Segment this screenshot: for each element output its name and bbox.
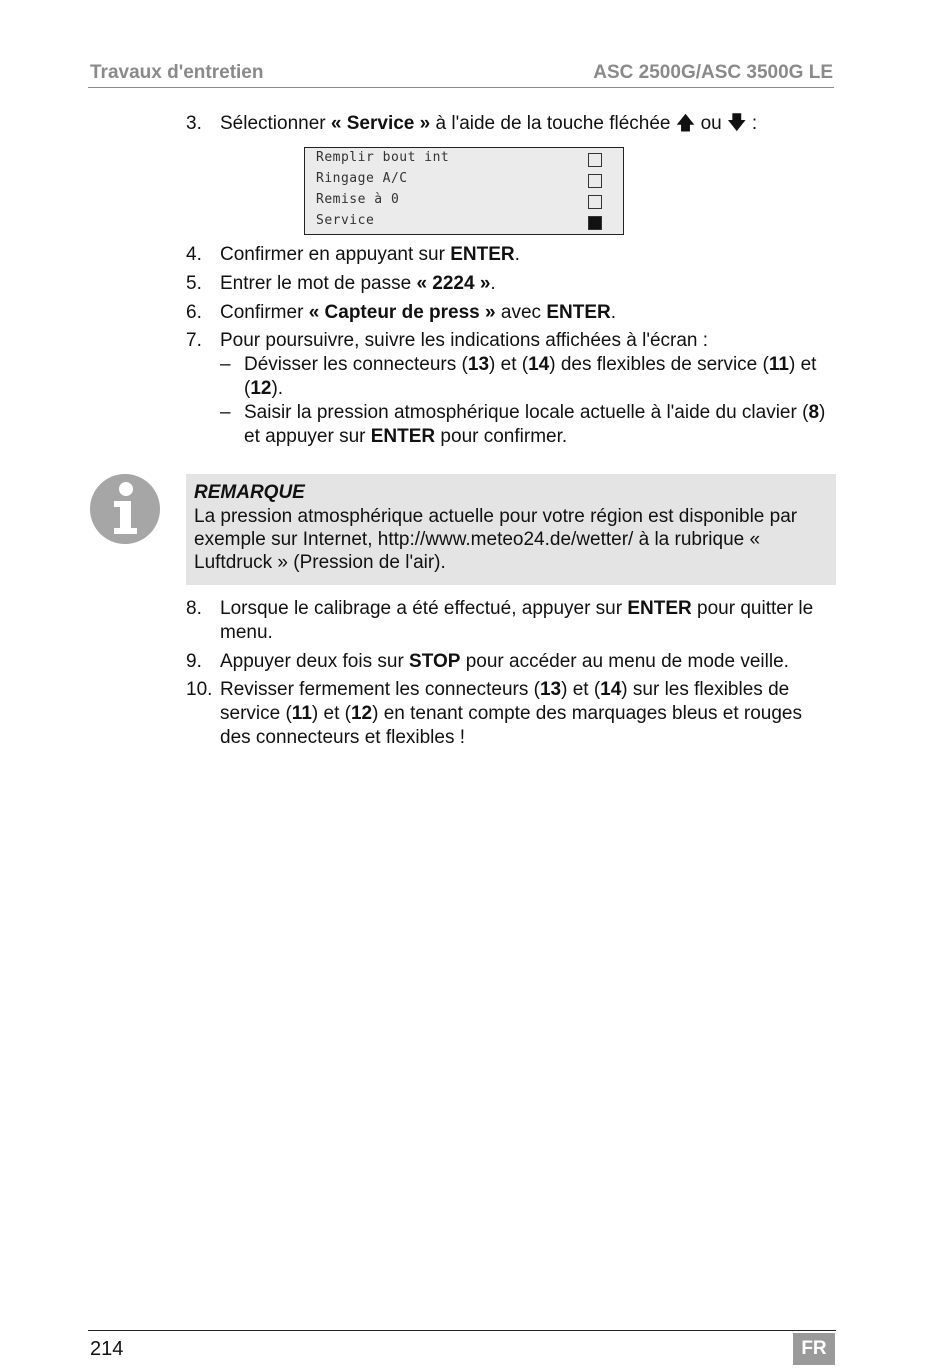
step-7 <box>186 329 836 353</box>
step-number: 8. <box>186 598 202 619</box>
step-5 <box>186 272 836 296</box>
language-badge: FR <box>793 1333 835 1365</box>
lcd-item-label: Ringage A/C <box>316 171 408 186</box>
lcd-checkbox <box>588 195 602 209</box>
step-6 <box>186 301 836 325</box>
page-number: 214 <box>90 1338 124 1360</box>
header-divider <box>88 87 834 88</box>
step-number: 7. <box>186 330 202 351</box>
dash-bullet: – <box>220 402 231 423</box>
remark-box <box>186 474 836 585</box>
lcd-item-label: Remise à 0 <box>316 192 400 207</box>
lcd-item-label: Service <box>316 213 375 228</box>
step-text: Lorsque le calibrage a été effectué, appuyer sur ENTER pour quitter le menu. <box>220 598 814 643</box>
step-7-subitem <box>220 353 840 401</box>
subitem-text: Dévisser les connecteurs (13) et (14) des flexibles de service (11) et (12). <box>244 354 817 399</box>
step-text: Confirmer « Capteur de press » avec ENTER. <box>220 302 616 323</box>
lcd-item-label: Remplir bout int <box>316 150 450 165</box>
step-number: 4. <box>186 244 202 265</box>
step-9 <box>186 650 836 674</box>
info-icon <box>90 474 160 544</box>
footer-divider <box>88 1330 836 1331</box>
arrow-up-icon: 🡅 <box>675 113 696 134</box>
remark-title: REMARQUE <box>194 482 305 503</box>
header-product-name: ASC 2500G/ASC 3500G LE <box>593 62 833 83</box>
step-text: Revisser fermement les connecteurs (13) et (14) sur les flexibles de service (11) et (12) en tenant compte des marquages bleus et rouges des connecteurs et flexibles ! <box>220 679 802 748</box>
step-number: 6. <box>186 302 202 323</box>
lcd-checkbox <box>588 153 602 167</box>
dash-bullet: – <box>220 354 231 375</box>
step-10 <box>186 678 836 750</box>
step-8 <box>186 597 836 645</box>
step-text: Pour poursuivre, suivre les indications affichées à l'écran : <box>220 330 709 351</box>
step-7-subitem <box>220 401 840 449</box>
step-text: Confirmer en appuyant sur ENTER. <box>220 244 520 265</box>
subitem-text: Saisir la pression atmosphérique locale actuelle à l'aide du clavier (8) et appuyer sur ENTER pour confirmer. <box>244 402 826 447</box>
step-number: 10. <box>186 679 213 700</box>
step-text: Appuyer deux fois sur STOP pour accéder au menu de mode veille. <box>220 651 789 672</box>
lcd-menu-display <box>304 147 624 235</box>
lcd-checkbox <box>588 174 602 188</box>
arrow-down-icon: 🡇 <box>727 113 747 134</box>
header-section-title: Travaux d'entretien <box>90 62 264 83</box>
step-number: 9. <box>186 651 202 672</box>
remark-body: La pression atmosphérique actuelle pour votre région est disponible par exemple sur Internet, http://www.meteo24.de/wetter/ à la rubrique « Luftdruck » (Pression de l'air). <box>194 506 798 573</box>
step-3 <box>186 112 836 136</box>
lcd-checkbox-selected <box>588 216 602 230</box>
step-text: Entrer le mot de passe « 2224 ». <box>220 273 496 294</box>
step-number: 5. <box>186 273 202 294</box>
step-text: Sélectionner « Service » à l'aide de la touche fléchée 🡅 ou 🡇 : <box>220 113 758 134</box>
step-4 <box>186 243 836 267</box>
step-number: 3. <box>186 113 202 134</box>
